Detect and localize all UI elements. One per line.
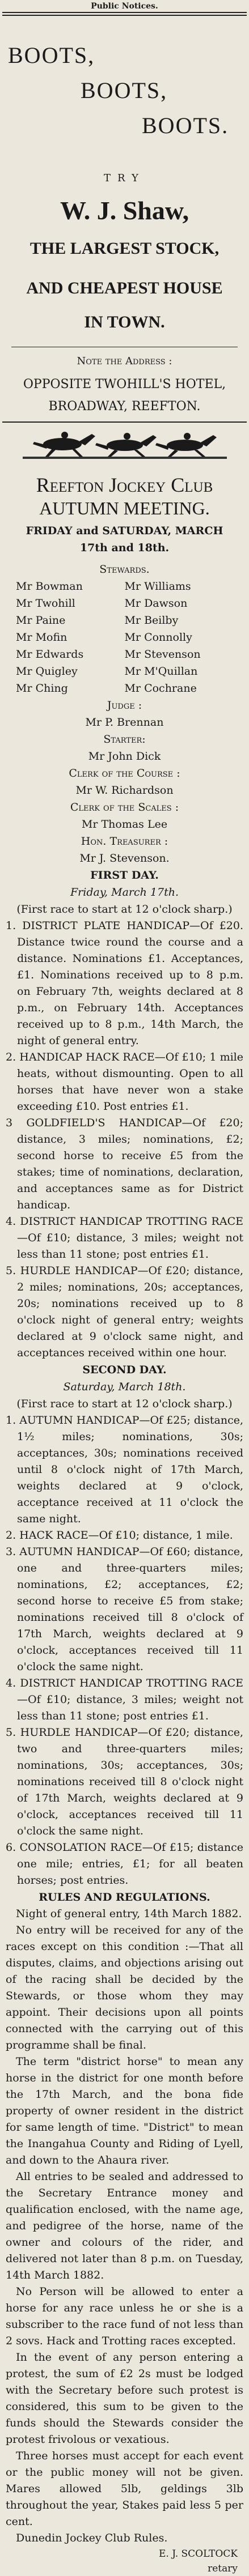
secretary-signature: E. J. SCOLTOCK bbox=[159, 2548, 238, 2560]
judge-name: Mr P. Brennan bbox=[85, 716, 164, 729]
judge-heading: Judge : bbox=[107, 699, 142, 712]
address-line-2: BROADWAY, REEFTON. bbox=[48, 399, 201, 414]
race-entry: 2. HANDICAP HACK RACE—Of £10; 1 mile heats, without dismounting. Open to all horses that have never won a stake exceeding £10. Post entries £1. bbox=[6, 1051, 243, 1113]
race-entry: 5. HURDLE HANDICAP—Of £20; distance, two and three-quarters miles; nominations, 30s; acceptances, 30s; nominations received till 8 o'clock night of 17th March, weights declared at 9 o'clock, acceptances received till 11 o'clock the same night. bbox=[6, 1726, 243, 1838]
race-entry: 4. DISTRICT HANDICAP TROTTING RACE—Of £10; distance, 3 miles; weight not less than 11 stone; post entries £1. bbox=[6, 1677, 243, 1723]
clerk-course-heading: Clerk of the Course : bbox=[69, 767, 180, 780]
racehorses-illustration bbox=[23, 428, 227, 461]
steward: Mr Ching bbox=[16, 682, 68, 695]
stewards-heading: Stewards. bbox=[99, 563, 150, 576]
rule-paragraph: No entry will be received for any of the races except on this condition :—That all disputes, claims, and objections arising out of the racing shall be decided by the Stewards, or those whom they may appoint. Their decisions upon all points connected with the carrying out of this programme shall be final. bbox=[6, 1924, 243, 2052]
steward: Mr Bowman bbox=[16, 580, 83, 593]
starter-name: Mr John Dick bbox=[88, 750, 161, 763]
in-town: IN TOWN. bbox=[84, 313, 165, 331]
clerk-scales-name: Mr Thomas Lee bbox=[81, 818, 168, 831]
day1-heading: FIRST DAY. bbox=[90, 869, 159, 882]
race-entry: 5. HURDLE HANDICAP—Of £20; distance, 2 miles; nominations, 20s; acceptances, 20s; nominations received up to 8 o'clock night of general entry; weights declared at 9 o'clock same night, and acceptances received within one hour. bbox=[6, 1264, 243, 1360]
address-line-1: OPPOSITE TWOHILL'S HOTEL, bbox=[23, 377, 226, 391]
race-entry: 1. AUTUMN HANDICAP—Of £25; distance, 1½ miles; nominations, 30s; acceptances, 30s; nominations received until 8 o'clock night of 17th March, weights declared at 9 o'clock, acceptance received at 11 o'clock the same night. bbox=[6, 1414, 243, 1526]
steward: Mr Edwards bbox=[16, 648, 84, 661]
merchant-name: W. J. Shaw, bbox=[60, 196, 189, 225]
rule-paragraph: Dunedin Jockey Club Rules. bbox=[16, 2532, 168, 2545]
steward: Mr Quigley bbox=[16, 665, 78, 678]
race-entry: 1. DISTRICT PLATE HANDICAP—Of £20. Distance twice round the course and a distance. Nominations £1. Acceptances, £1. Nominations received up to 8 p.m. on February 7th, weights declared at 8 p.m., on February 14th. Acceptances received up to 8 p.m., 14th March, the night of general entry. bbox=[6, 919, 243, 1048]
steward: Mr Twohill bbox=[16, 597, 75, 610]
steward: Mr Williams bbox=[124, 580, 191, 593]
top-rule bbox=[2, 12, 247, 13]
boots-line-2: BOOTS, bbox=[81, 78, 168, 103]
rule-paragraph: No Person will be allowed to enter a horse for any race unless he or she is a subscriber to the race fund of not less than 2 sovs. Hack and Trotting races excepted. bbox=[6, 2285, 243, 2348]
day2-heading: SECOND DAY. bbox=[82, 1364, 167, 1377]
day2-date: Saturday, March 18th. bbox=[63, 1381, 186, 1394]
masthead: Public Notices. bbox=[91, 2, 158, 11]
rule-paragraph: All entries to be sealed and addressed to the Secretary Entrance money and qualification enclosed, with the name age, and pedigree of the horse, name of the owner and colours of the rider, and delivered not later than 8 p.m. on Tuesday, 14th March 1882. bbox=[6, 2170, 243, 2282]
meeting-dates: FRIDAY and SATURDAY, MARCH 17th and 18th. bbox=[26, 525, 223, 555]
race-entry: 2. HACK RACE—Of £10; distance, 1 mile. bbox=[6, 1529, 233, 1542]
race-entry: 6. CONSOLATION RACE—Of £15; distance one mile; entries, £1; for all beaten horses; post entries. bbox=[6, 1841, 243, 1887]
steward: Mr Connolly bbox=[124, 631, 192, 644]
top-rule-2 bbox=[2, 15, 247, 16]
meeting-title: AUTUMN MEETING. bbox=[39, 498, 210, 519]
race-entry: 3. AUTUMN HANDICAP—Of £60; distance, one and three-quarters miles; nominations, £2; acceptances, £2; second horse to receive £5 from stake; nominations received till 8 o'clock of 17th March, weights declared at 9 o'clock, acceptances received till 11 o'clock the same night. bbox=[6, 1545, 243, 1674]
clerk-scales-heading: Clerk of the Scales : bbox=[70, 801, 179, 814]
clerk-course-name: Mr W. Richardson bbox=[75, 784, 174, 797]
steward: Mr Paine bbox=[16, 614, 66, 627]
boots-line-3: BOOTS. bbox=[142, 113, 229, 138]
largest-stock: THE LARGEST STOCK, bbox=[29, 239, 220, 258]
boots-line-1: BOOTS, bbox=[8, 42, 95, 68]
steward: Mr M'Quillan bbox=[124, 665, 198, 678]
rules-heading: RULES AND REGULATIONS. bbox=[39, 1891, 210, 1904]
steward: Mr Mofin bbox=[16, 631, 67, 644]
secretary-title: retary bbox=[208, 2563, 238, 2575]
steward: Mr Cochrane bbox=[124, 682, 197, 695]
day1-start-note: (First race to start at 12 o'clock sharp.) bbox=[16, 903, 233, 916]
day1-date: Friday, March 17th. bbox=[70, 886, 179, 899]
rule-paragraph: Three horses must accept for each event or the public money will not be given. Mares allowed 5lb, geldings 3lb throughout the year, Stakes paid less 5 per cent. bbox=[6, 2450, 243, 2528]
stewards-left-column bbox=[16, 578, 125, 697]
treasurer-name: Mr J. Stevenson. bbox=[79, 852, 170, 865]
officials bbox=[0, 697, 249, 867]
jockey-club-advertisement bbox=[0, 428, 249, 2576]
rule-paragraph: The term "district horse" to mean any horse in the district for one month before the 17th March, and the bona fide property of owner resident in the district for same length of time. "District" to mean the Inangahua County and Riding of Lyell, and down to the Ahaura river. bbox=[6, 2055, 243, 2167]
address-note: Note the Address : bbox=[77, 355, 172, 367]
treasurer-heading: Hon. Treasurer : bbox=[81, 835, 168, 848]
shaw-advertisement bbox=[0, 43, 249, 421]
starter-heading: Starter: bbox=[103, 733, 146, 746]
race-entry: 3 GOLDFIELD'S HANDICAP—Of £20; distance, 3 miles; nominations, £2; second horse to receive £5 from the stakes; time of nominations, declaration, and acceptances same as for District handicap. bbox=[6, 1117, 243, 1212]
steward: Mr Dawson bbox=[124, 597, 188, 610]
general-entry-date: Night of general entry, 14th March 1882. bbox=[16, 1907, 242, 1921]
stewards-right-column bbox=[125, 578, 234, 697]
day2-start-note: (First race to start at 12 o'clock sharp.) bbox=[16, 1398, 233, 1411]
try-label: TRY bbox=[104, 172, 145, 184]
race-entry: 4. DISTRICT HANDICAP TROTTING RACE—Of £10; distance, 3 miles; weight not less than 11 stone; post entries £1. bbox=[6, 1215, 243, 1261]
cheapest-house: AND CHEAPEST HOUSE bbox=[26, 279, 223, 297]
rule-paragraph: In the event of any person entering a protest, the sum of £2 2s must be lodged with the Secretary before such protest is considered, this sum to be given to the funds should the Stewards consider the protest frivolous or vexatious. bbox=[6, 2351, 243, 2446]
section-rule bbox=[2, 421, 247, 423]
steward: Mr Beilby bbox=[124, 614, 179, 627]
steward: Mr Stevenson bbox=[124, 648, 201, 661]
club-name: Reefton Jockey Club bbox=[36, 474, 213, 496]
stewards-list bbox=[0, 578, 249, 697]
